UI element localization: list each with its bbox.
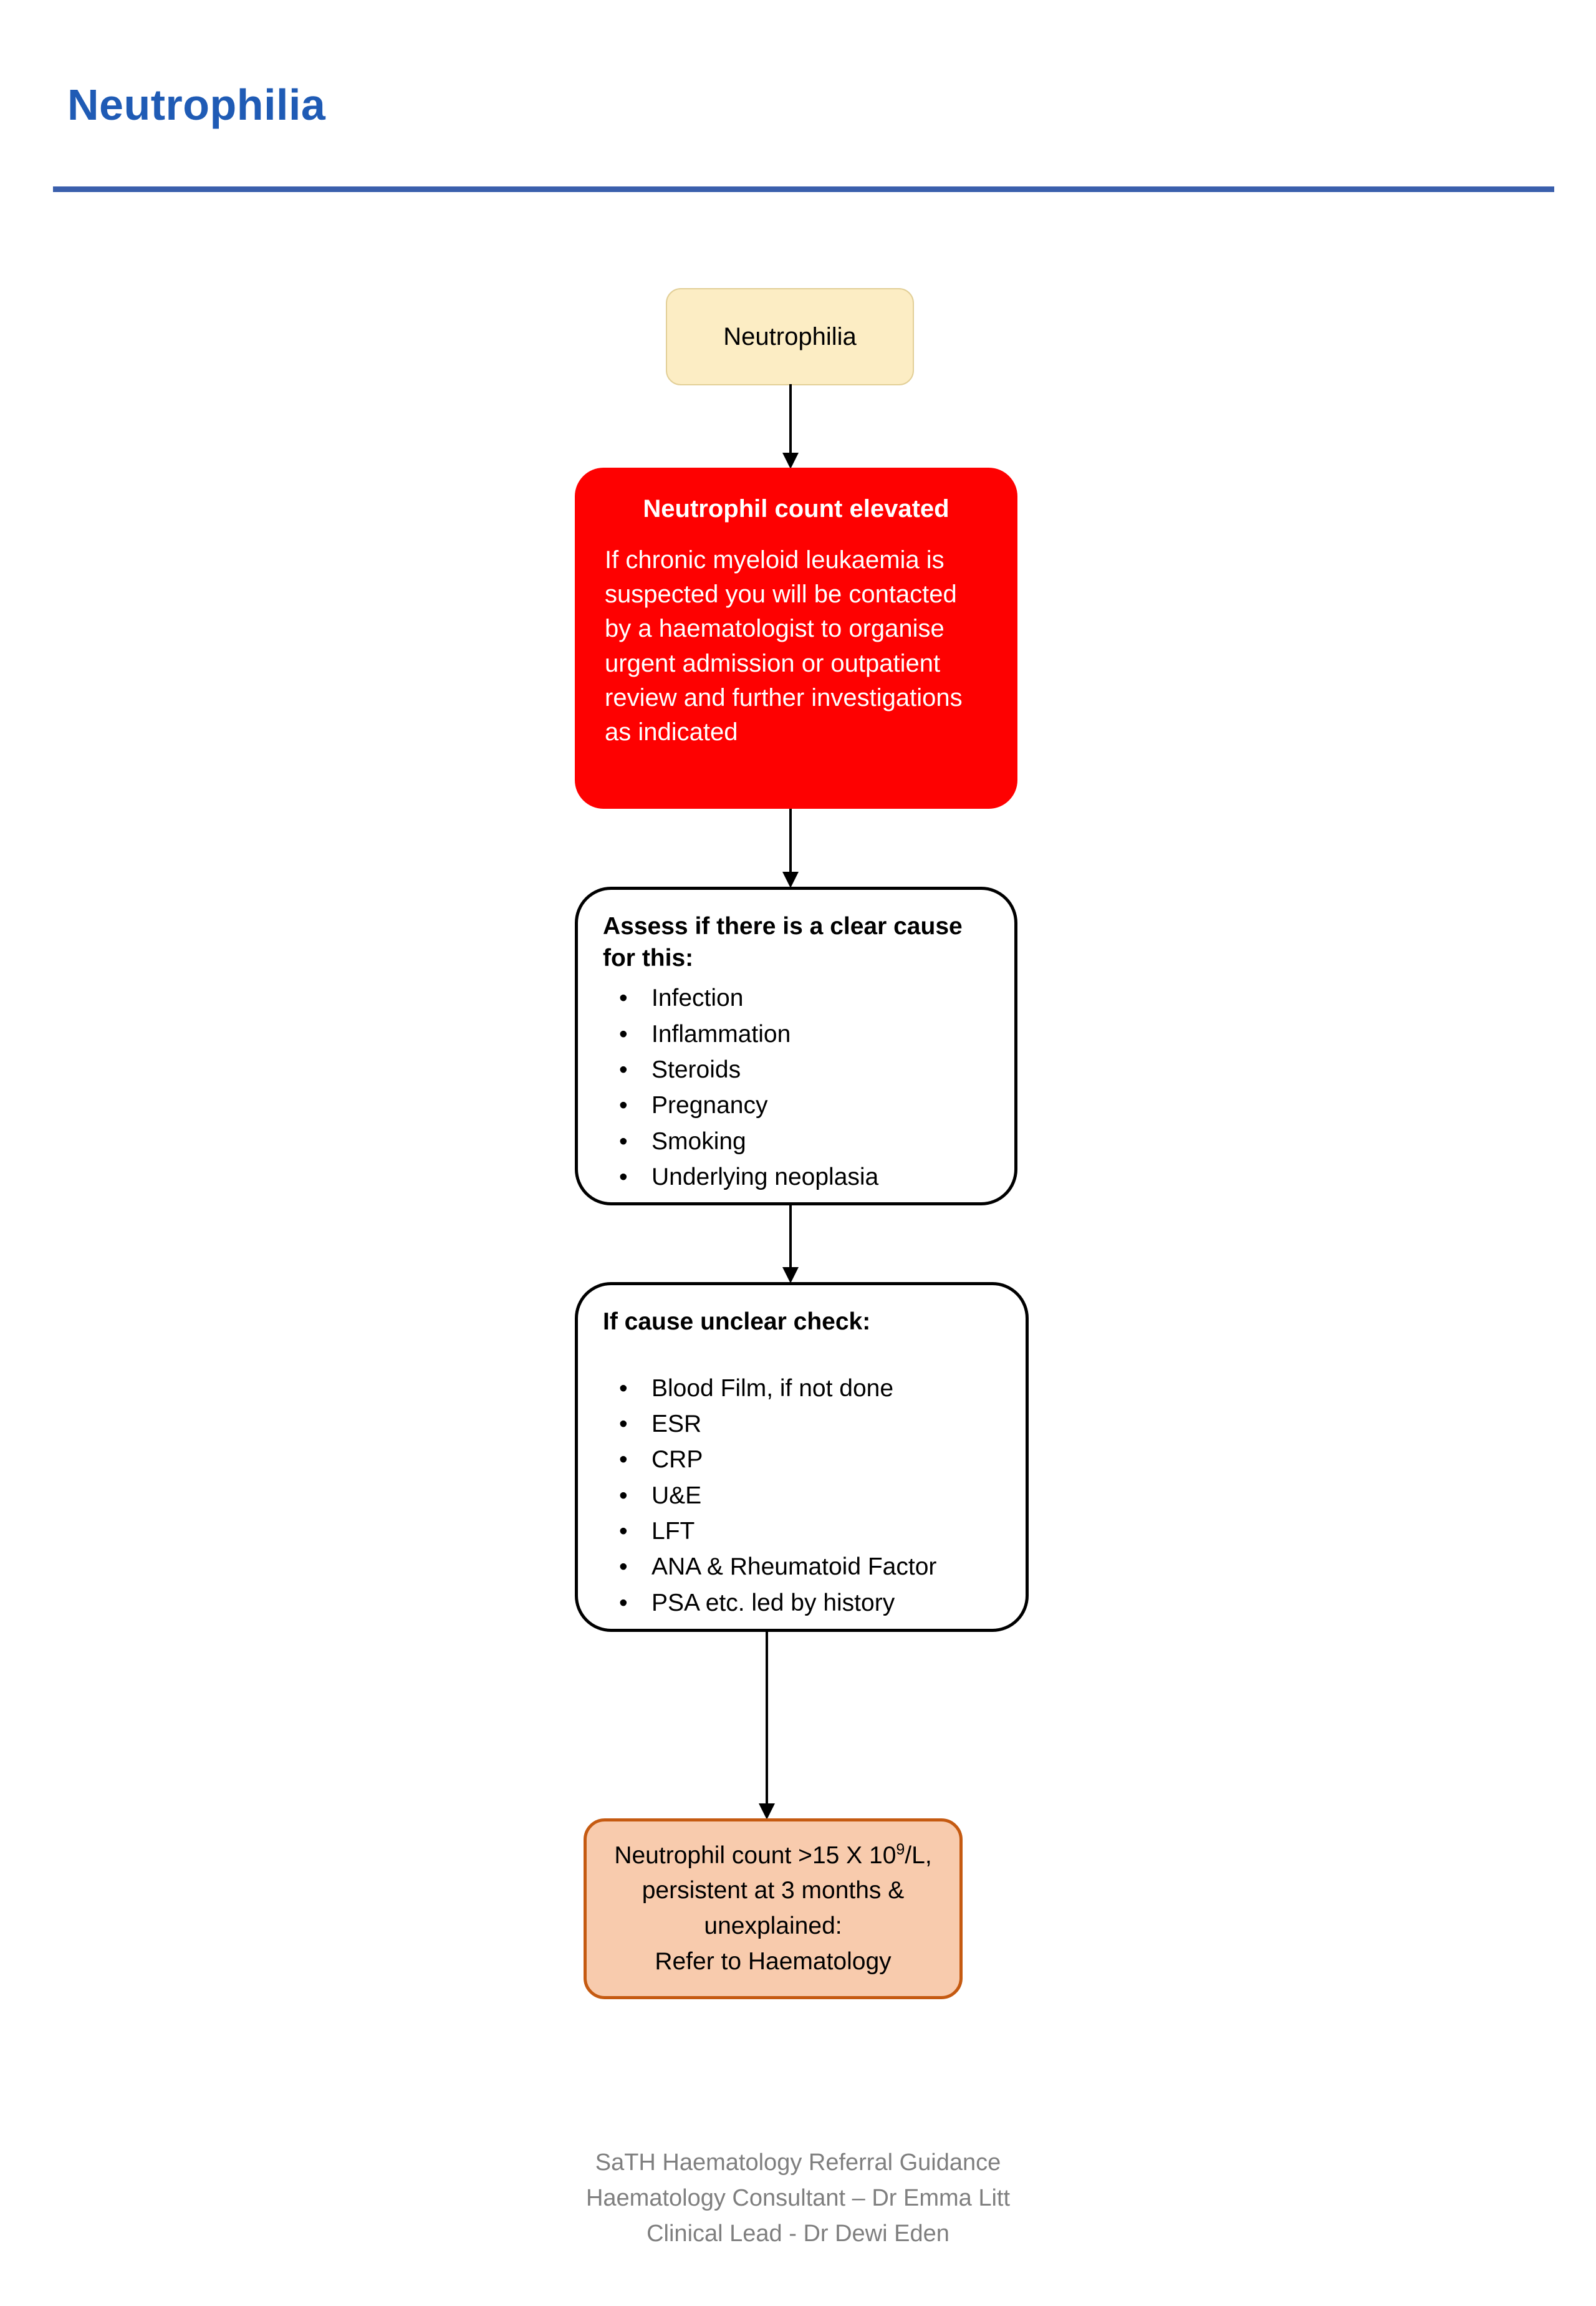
arrow-down-3: [781, 1205, 800, 1283]
list-item: • LFT: [603, 1513, 1001, 1549]
list-item: • Pregnancy: [603, 1088, 989, 1123]
footer-line-1: SaTH Haematology Referral Guidance: [595, 2149, 1001, 2176]
arrow-line: [789, 384, 792, 453]
title-underline-rule: [53, 186, 1554, 192]
start-box-label: Neutrophilia: [723, 322, 857, 350]
check-box-list: [603, 1371, 1001, 1621]
list-item: • ANA & Rheumatoid Factor: [603, 1549, 1001, 1585]
referral-superscript: 9: [896, 1840, 905, 1858]
flowchart-referral-box: [584, 1818, 963, 1999]
arrow-down-1: [781, 384, 800, 469]
referral-line-4: Refer to Haematology: [655, 1947, 892, 1975]
flowchart-assess-box: [575, 887, 1017, 1205]
list-item: • Steroids: [603, 1052, 989, 1088]
assess-box-heading: Assess if there is a clear cause for this:: [603, 913, 963, 972]
alert-box-title: Neutrophil count elevated: [643, 495, 949, 523]
referral-line-1: [614, 1838, 931, 1874]
arrow-head-icon: [759, 1803, 775, 1820]
referral-line-2: persistent at 3 months &: [642, 1877, 905, 1904]
footer-line-3: Clinical Lead - Dr Dewi Eden: [647, 2221, 949, 2247]
arrow-down-4: [757, 1632, 776, 1820]
referral-line-3: unexplained:: [704, 1913, 842, 1939]
arrow-line: [789, 1205, 792, 1267]
footer: [0, 2145, 1596, 2252]
referral-line1-prefix: Neutrophil count >15 X 10: [614, 1841, 897, 1869]
list-item: • ESR: [603, 1406, 1001, 1442]
flowchart-check-box: [575, 1282, 1029, 1632]
list-item: • Underlying neoplasia: [603, 1159, 989, 1195]
list-item: • PSA etc. led by history: [603, 1585, 1001, 1621]
list-item: • Infection: [603, 980, 989, 1016]
flowchart-alert-box: [575, 468, 1017, 809]
check-box-heading: If cause unclear check:: [603, 1308, 871, 1335]
arrow-head-icon: [782, 872, 799, 888]
list-item: • U&E: [603, 1478, 1001, 1513]
assess-box-list: [603, 980, 989, 1195]
arrow-line: [789, 809, 792, 872]
footer-line-2: Haematology Consultant – Dr Emma Litt: [585, 2185, 1011, 2211]
arrow-head-icon: [782, 453, 799, 469]
list-item: • Blood Film, if not done: [603, 1371, 1001, 1406]
arrow-down-2: [781, 809, 800, 888]
arrow-line: [766, 1632, 768, 1803]
list-item: • CRP: [603, 1442, 1001, 1477]
referral-line1-suffix: /L,: [905, 1841, 932, 1869]
list-item: • Inflammation: [603, 1016, 989, 1052]
arrow-head-icon: [782, 1267, 799, 1283]
alert-box-body: If chronic myeloid leukaemia is suspected you will be contacted by a haematologist to organise urgent admission or outpatient review and further investigations as indicated: [605, 546, 963, 746]
flowchart-start-box: [666, 288, 914, 385]
list-item: • Smoking: [603, 1124, 989, 1159]
page-title: Neutrophilia: [67, 80, 326, 129]
